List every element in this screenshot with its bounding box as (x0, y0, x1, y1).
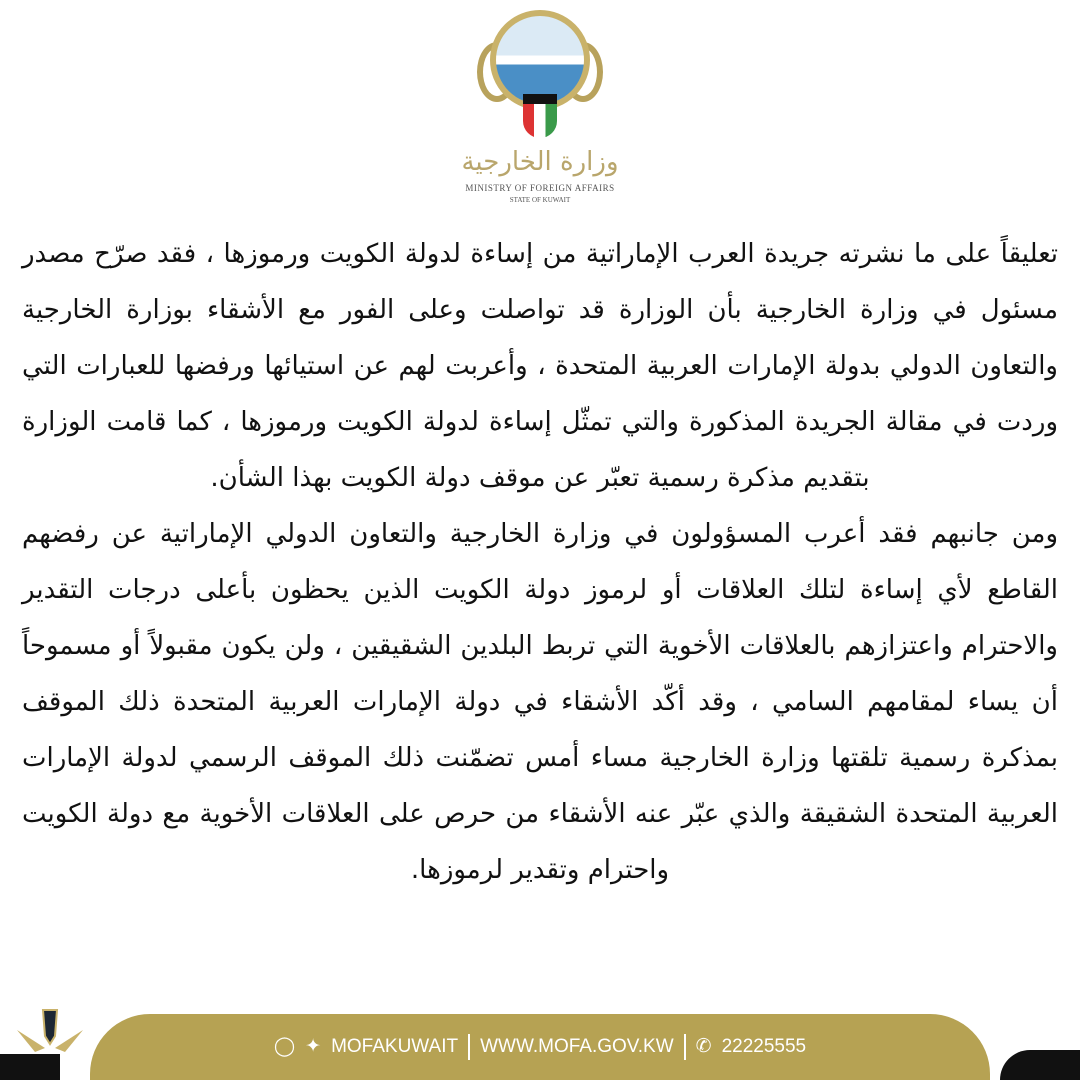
phone-icon: ✆ (695, 1036, 712, 1057)
divider (468, 1034, 470, 1060)
footer-bar (90, 1014, 990, 1080)
social-handle[interactable]: MOFAKUWAIT (331, 1036, 459, 1057)
ministry-name-en: MINISTRY OF FOREIGN AFFAIRS (465, 183, 615, 193)
paragraph-2: ومن جانبهم فقد أعرب المسؤولون في وزارة الخارجية والتعاون الدولي الإماراتية عن رفضهم القاطع لأي إساءة لتلك العلاقات أو لرموز دولة الكويت الذين يحظون بأعلى درجات التقدير والاحترام واعتزازهم بالعلاقات الأخوية التي تربط البلدين الشقيقين ، ولن يكون مقبولاً أو مسموحاً أن يساء لمقامهم السامي ، وقد أكّد الأشقاء في دولة الإمارات العربية المتحدة ذلك الموقف بمذكرة رسمية تلقتها وزارة الخارجية مساء أمس تضمّنت ذلك الموقف الرسمي لدولة الإمارات العربية المتحدة الشقيقة والذي عبّر عنه الأشقاء من حرص على العلاقات الأخوية مع دولة الكويت واحترام وتقدير لرموزها. (22, 519, 1058, 885)
statement-body (22, 226, 1058, 898)
corner-decoration-left (0, 1054, 60, 1080)
ministry-logo (460, 4, 620, 216)
kuwait-emblem-icon (477, 4, 603, 140)
instagram-icon[interactable]: ◯ (273, 1036, 296, 1057)
kuwait-flag-shield (523, 94, 557, 138)
state-name-en: STATE OF KUWAIT (509, 196, 571, 204)
divider (684, 1034, 686, 1060)
paragraph-1: تعليقاً على ما نشرته جريدة العرب الإماراتية من إساءة لدولة الكويت ورموزها ، فقد صرّح مصدر مسئول في وزارة الخارجية بأن الوزارة قد تواصلت وعلى الفور مع الأشقاء بوزارة الخارجية والتعاون الدولي بدولة الإمارات العربية المتحدة ، وأعربت لهم عن استيائها ورفضها للعبارات التي وردت في مقالة الجريدة المذكورة والتي تمثّل إساءة لدولة الكويت ورموزها ، كما قامت الوزارة بتقديم مذكرة رسمية تعبّر عن موقف دولة الكويت بهذا الشأن. (22, 239, 1058, 493)
phone-number[interactable]: 22225555 (721, 1036, 807, 1057)
twitter-icon[interactable]: ✦ (305, 1036, 322, 1057)
corner-decoration-right (1000, 1050, 1080, 1080)
website-link[interactable]: WWW.MOFA.GOV.KW (480, 1036, 674, 1057)
ministry-name-ar: وزارة الخارجية (461, 147, 619, 177)
